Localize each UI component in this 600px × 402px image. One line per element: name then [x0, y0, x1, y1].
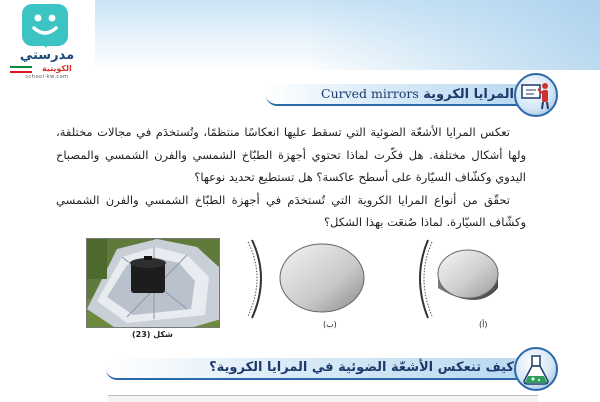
- figure-label-b: (ب): [323, 320, 337, 329]
- mirror-b-disc: [280, 244, 364, 312]
- presenter-icon: [514, 73, 558, 117]
- kuwait-flag-icon: [10, 66, 32, 73]
- body-text: [56, 121, 526, 234]
- mirror-illustrations: [240, 236, 500, 322]
- top-banner: [95, 0, 600, 70]
- banner-stripe: [310, 0, 600, 70]
- heading-2-text: كيف تنعكس الأشعّة الضوئية في المرايا الكروية؟: [209, 360, 514, 375]
- mirror-a-side-view: [420, 240, 432, 318]
- logo-pin: [41, 40, 51, 48]
- mirror-b-side-view: [248, 240, 261, 318]
- heading-title-en: Curved mirrors: [321, 86, 419, 101]
- bottom-table-edge: [108, 395, 538, 402]
- paragraph-2: تحقّق من أنواع المرايا الكروية التي تُستخدَم في أجهزة الطبّاخ الشمسي والفرن الشمسي وكشّاف السيّارة. لماذا صُنعَت بهذا الشكل؟: [56, 192, 526, 229]
- logo-name: مدرستي: [19, 48, 75, 63]
- solar-cooker-photo: [86, 238, 220, 328]
- flask-icon: [514, 347, 558, 391]
- section-heading-curved-mirrors: [266, 84, 526, 106]
- logo-url: school-kw.com: [25, 74, 69, 80]
- section-heading-reflection: [106, 358, 526, 380]
- paragraph-1: تعكس المرايا الأشعّة الضوئية التي تسقط عليها انعكاسًا منتظمًا، وتُستخدَم في مجالات مختلفة، ولها أشكال مختلفة. هل فكّرت لماذا تحتوي أجهزة الطبّاخ الشمسي والفرن الشمسي والمصباح اليدوي وكشّاف السيّارة على أسطح عاكسة؟ هل تستطيع تحديد نوعها؟: [56, 125, 526, 184]
- heading-title-ar: المرايا الكروية: [423, 87, 514, 102]
- site-logo[interactable]: [6, 4, 88, 80]
- figure-caption: شكل (23): [132, 330, 173, 339]
- figure-label-a: (أ): [479, 320, 488, 329]
- mirror-a-disc: [438, 250, 498, 300]
- logo-badge: [22, 4, 68, 46]
- logo-subtitle: الكويتية: [42, 64, 72, 73]
